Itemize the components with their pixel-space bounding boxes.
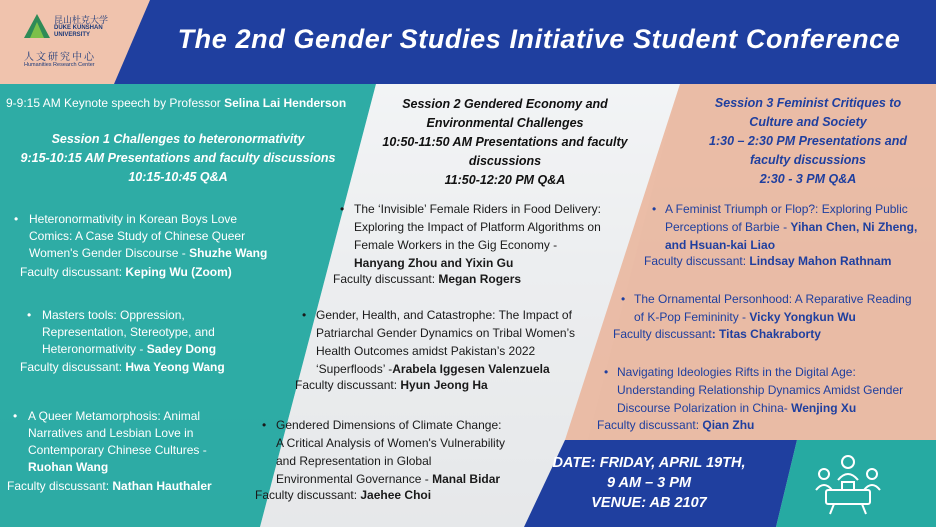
session2-title-cont: Environmental Challenges [426, 116, 584, 130]
bullet-icon: • [262, 418, 267, 432]
bullet-icon: • [13, 409, 18, 423]
session1-time2: 10:15-10:45 Q&A [128, 170, 228, 184]
talk-line [42, 341, 342, 358]
logo-center-cn: 人文研究中心 [24, 52, 96, 63]
discussant-label: Faculty discussant: [597, 418, 703, 432]
session1-title: Session 1 Challenges to heteronormativity [51, 132, 305, 146]
bullet-icon: • [14, 212, 19, 226]
session3-time2: 2:30 - 3 PM Q&A [759, 172, 857, 186]
session3-talk-3 [604, 363, 935, 417]
logo-mark-icon [22, 12, 52, 40]
discussant-name: Hwa Yeong Wang [125, 360, 225, 374]
talk-line: A Queer Metamorphosis: Animal [28, 409, 201, 423]
bullet-icon: • [302, 308, 307, 322]
session3-heading [686, 94, 930, 189]
talk-line: Contemporary Chinese Cultures - [28, 443, 207, 457]
bullet-icon: • [621, 292, 626, 306]
session1-heading [6, 130, 350, 187]
session1-talk-2 [27, 307, 342, 358]
talk-author: Vicky Yongkun Wu [749, 310, 856, 324]
session2-time1: 10:50-11:50 AM Presentations and faculty [382, 135, 628, 149]
talk-line-text: Perceptions of Barbie - [665, 220, 791, 234]
talk-author: Arabela Iggesen Valenzuela [392, 362, 550, 376]
session3-title: Session 3 Feminist Critiques to [714, 96, 902, 110]
talk-line: The Ornamental Personhood: A Reparative Reading [634, 292, 912, 306]
talk-line: Gendered Dimensions of Climate Change: [276, 418, 502, 432]
session3-discussant-2 [613, 325, 913, 343]
talk-line: Heteronormativity in Korean Boys Love [29, 212, 238, 226]
bullet-icon: • [652, 202, 657, 216]
session3-talk-2 [621, 290, 934, 326]
talk-line-text: of K-Pop Femininity - [634, 310, 750, 324]
discussant-name: Nathan Hauthaler [112, 479, 212, 493]
discussant-label: Faculty discussant: [644, 254, 750, 268]
session1-discussant-1 [20, 264, 340, 281]
talk-line: The ‘Invisible’ Female Riders in Food Delivery: [354, 202, 601, 216]
bullet-icon: • [340, 202, 345, 216]
discussant-label: Faculty discussant: [20, 360, 126, 374]
session2-talk-1 [340, 200, 634, 272]
session2-time2: 11:50-12:20 PM Q&A [444, 173, 566, 187]
session3-discussant-1 [644, 252, 934, 270]
talk-line-text: Discourse Polarization in China- [617, 401, 792, 415]
event-venue: VENUE: AB 2107 [591, 495, 707, 511]
discussant-label: Faculty discussant: [7, 479, 113, 493]
talk-line [617, 399, 935, 417]
talk-line: Masters tools: Oppression, [42, 308, 185, 322]
page-title: The 2nd Gender Studies Initiative Student Conference [177, 24, 901, 54]
session2-discussant-3 [255, 486, 535, 504]
keynote-line [6, 95, 376, 112]
discussant-label: Faculty discussant [613, 327, 712, 341]
discussant-label: Faculty discussant: [295, 378, 401, 392]
talk-author: Sadey Dong [146, 342, 217, 356]
session2-discussant-2 [295, 376, 595, 394]
talk-line-text: Environmental Governance - [276, 472, 433, 486]
talk-line [634, 308, 934, 326]
event-time: 9 AM – 3 PM [606, 475, 692, 491]
talk-line-text: Heteronormativity - [42, 342, 147, 356]
talk-author: Yihan Chen, Ni Zheng, [790, 220, 918, 234]
discussant-name: Hyun Jeong Ha [400, 378, 488, 392]
talk-line: Gender, Health, and Catastrophe: The Impact of [316, 308, 572, 322]
logo-en-line1: DUKE KUNSHAN [54, 25, 103, 31]
talk-line-text: Women's Gender Discourse - [29, 246, 190, 260]
talk-line: Health Outcomes amidst Pakistan’s 2022 [316, 344, 536, 358]
discussant-name: Keping Wu (Zoom) [125, 265, 232, 279]
session3-time1-cont: faculty discussions [749, 153, 866, 167]
discussant-name: : Titas Chakraborty [711, 327, 821, 341]
session2-time1-cont: discussions [468, 154, 542, 168]
discussant-name: Lindsay Mahon Rathnam [749, 254, 892, 268]
event-date: DATE: FRIDAY, APRIL 19TH, [552, 455, 746, 471]
discussant-name: Qian Zhu [702, 418, 755, 432]
discussant-label: Faculty discussant: [333, 272, 439, 286]
logo-en-line2: UNIVERSITY [54, 32, 91, 38]
session2-heading [360, 95, 650, 190]
talk-line [665, 218, 933, 236]
session1-time1: 9:15-10:15 AM Presentations and faculty discussions [20, 151, 336, 165]
talk-line-text: ‘Superfloods’ - [316, 362, 393, 376]
session2-title: Session 2 Gendered Economy and [402, 97, 608, 111]
talk-line: Narratives and Lesbian Love in [28, 426, 194, 440]
session3-discussant-3 [597, 416, 897, 434]
talk-line: A Feminist Triumph or Flop?: Exploring Public [665, 202, 908, 216]
talk-author: Wenjing Xu [791, 401, 857, 415]
talk-line: Female Workers in the Gig Economy - [354, 238, 558, 252]
bullet-icon: • [27, 308, 32, 322]
logo-center-en: Humanities Research Center [24, 62, 95, 68]
talk-title [29, 211, 329, 262]
talk-author: Ruohan Wang [28, 460, 109, 474]
talk-line: Understanding Relationship Dynamics Amidst Gender [617, 383, 904, 397]
talk-line: and Representation in Global [276, 454, 432, 468]
discussant-label: Faculty discussant: [255, 488, 361, 502]
discussant-name: Megan Rogers [438, 272, 522, 286]
discussant-name: Jaehee Choi [360, 488, 432, 502]
meeting-icon [808, 450, 888, 518]
talk-line: A Critical Analysis of Women's Vulnerability [276, 436, 506, 450]
session3-talk-1 [652, 200, 933, 254]
keynote-prefix: 9-9:15 AM Keynote speech by Professor [6, 96, 225, 110]
talk-line: Patriarchal Gender Dynamics on Tribal Women’s [316, 326, 575, 340]
talk-author: Shuzhe Wang [189, 246, 268, 260]
talk-author-cont: and Hsuan-kai Liao [665, 238, 776, 252]
talk-line: Exploring the Impact of Platform Algorithms on [354, 220, 601, 234]
session2-talk-3 [262, 416, 566, 488]
session2-talk-2 [302, 306, 606, 378]
event-info [527, 453, 771, 513]
session3-title-cont: Culture and Society [749, 115, 867, 129]
dku-logo [14, 10, 114, 70]
session1-discussant-2 [20, 359, 340, 376]
logo-cn-name: 昆山杜克大学 [54, 16, 109, 26]
session2-discussant-1 [333, 270, 633, 288]
talk-author: Manal Bidar [432, 472, 501, 486]
bullet-icon: • [604, 365, 609, 379]
talk-author: Hanyang Zhou and Yixin Gu [354, 256, 514, 270]
discussant-label: Faculty discussant: [20, 265, 126, 279]
talk-line: Comics: A Case Study of Chinese Queer [29, 229, 246, 243]
talk-line: Navigating Ideologies Rifts in the Digital Age: [617, 365, 856, 379]
talk-line [29, 245, 329, 262]
talk-line: Representation, Stereotype, and [42, 325, 215, 339]
session1-talk-1 [14, 211, 329, 262]
session3-time1: 1:30 – 2:30 PM Presentations and [709, 134, 907, 148]
keynote-speaker: Selina Lai Henderson [224, 96, 347, 110]
